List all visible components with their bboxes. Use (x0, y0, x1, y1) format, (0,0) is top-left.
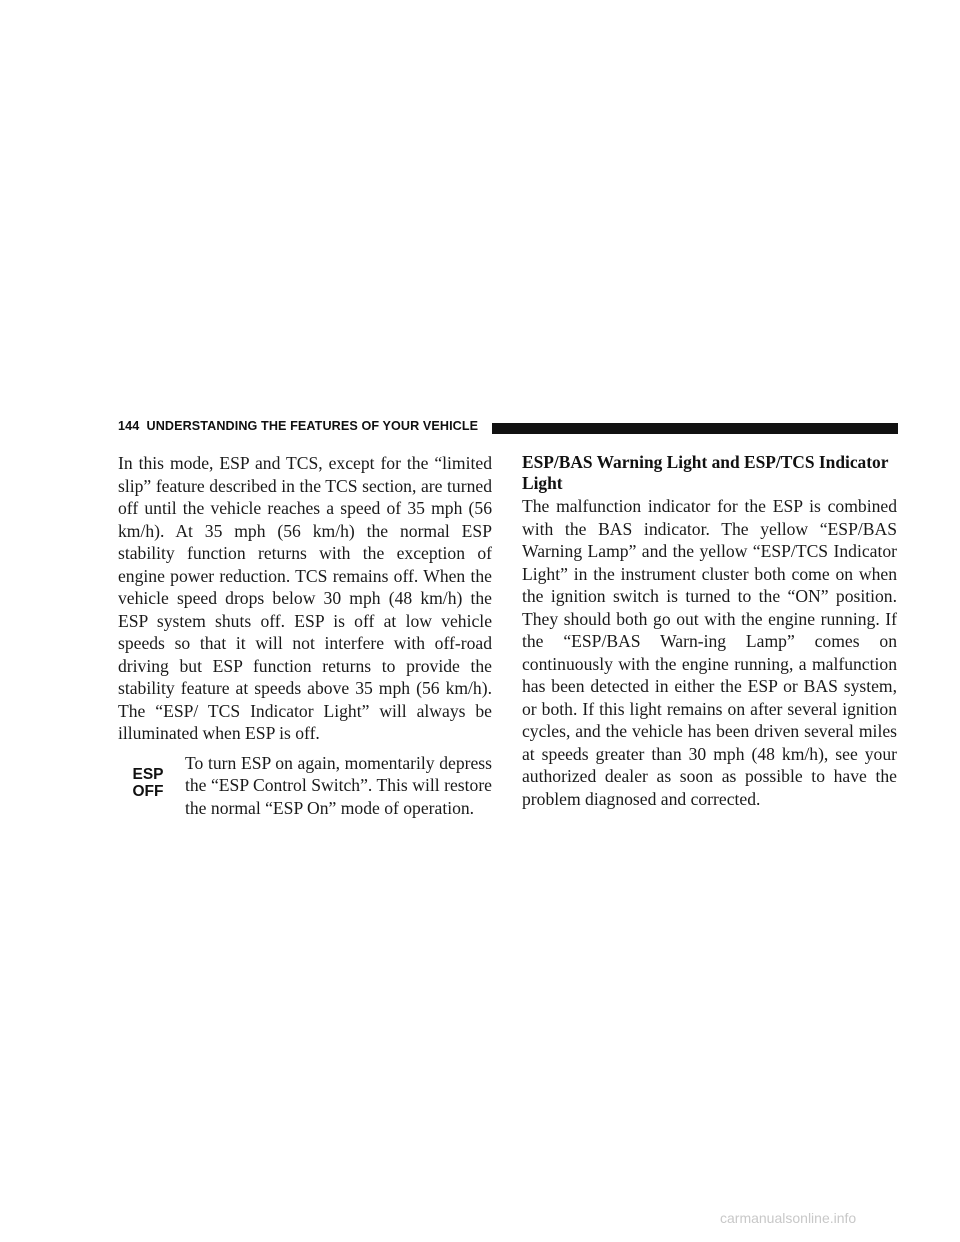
left-column (118, 452, 492, 822)
page-header (118, 418, 898, 438)
esp-icon-label-top: ESP (132, 765, 164, 783)
warning-light-paragraph: The malfunction indicator for the ESP is combined with the BAS indicator. The yellow “ESP/BAS Warning Lamp” and the yellow “ESP/TCS Indicator Light” in the instrument cluster both come on when the ignition switch is turned to the “ON” position. They should both go out with the engine running. If the “ESP/BAS Warn-ing Lamp” comes on continuously with the engine running, a malfunction has been detected in either the ESP or BAS system, or both. If this light remains on after several ignition cycles, and the vehicle has been driven several miles at speeds greater than 30 mph (48 km/h), see your authorized dealer as soon as possible to have the problem diagnosed and corrected. (522, 496, 897, 809)
turn-esp-on-paragraph: To turn ESP on again, momentarily depress the “ESP Control Switch”. This will restore the normal “ESP On” mode of operation. (185, 752, 492, 818)
page-number: 144 (118, 419, 140, 433)
section-heading-line-2: Light (522, 473, 563, 493)
esp-mode-paragraph: In this mode, ESP and TCS, except for the “limited slip” feature described in the TCS section, are turned off until the vehicle reaches a speed of 35 mph (56 km/h). At 35 mph (56 km/h) the normal ESP stability function returns with the exception of engine power reduction. TCS remains off. When the vehicle speed drops below 30 mph (48 km/h) the ESP system shuts off. ESP is off at low vehicle speeds so that it will not interfere with off-road driving but ESP function returns to provide the stability feature at speeds above 35 mph (56 km/h). The “ESP/ TCS Indicator Light” will always be illuminated when ESP is off. (118, 453, 492, 743)
esp-off-icon (128, 766, 168, 800)
right-column (522, 452, 897, 810)
esp-off-instruction (118, 752, 492, 822)
section-title: UNDERSTANDING THE FEATURES OF YOUR VEHICLE (146, 419, 479, 433)
esp-icon-label-bottom: OFF (132, 782, 164, 800)
watermark: carmanualsonline.info (720, 1210, 857, 1226)
section-heading-line-1: ESP/BAS Warning Light and ESP/TCS Indicator (522, 452, 889, 472)
section-heading (522, 452, 897, 494)
header-rule-bar (492, 423, 898, 434)
header-text (118, 419, 478, 433)
